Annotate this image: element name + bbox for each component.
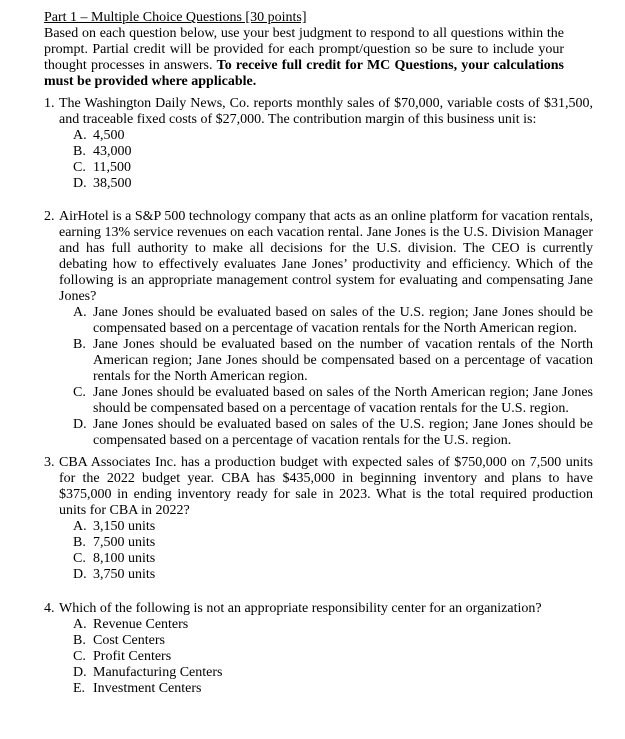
answer-option[interactable]: [73, 385, 593, 417]
answer-option[interactable]: [73, 681, 593, 697]
answer-option[interactable]: [73, 649, 593, 665]
question-text: CBA Associates Inc. has a production budget with expected sales of $750,000 on 7,500 units for the 2022 budget year. CBA has $435,000 in beginning inventory and plans to have $375,000 in ending inventory ready for sale in 2023. What is the total required production units for CBA in 2022?: [59, 455, 593, 518]
answer-option[interactable]: [73, 144, 593, 160]
option-list: [73, 305, 593, 449]
option-text: 7,500 units: [93, 535, 156, 550]
option-letter: D.: [73, 567, 87, 582]
question-text: Which of the following is not an appropriate responsibility center for an organization?: [59, 601, 542, 616]
answer-option[interactable]: [73, 535, 593, 551]
option-letter: B.: [73, 337, 86, 352]
question-number: 1.: [44, 96, 55, 111]
instructions-bold: To receive full credit for MC Questions, your calculations must be provided where applicable.: [44, 58, 564, 89]
question-number: 4.: [44, 601, 55, 616]
option-text: 43,000: [93, 144, 132, 159]
option-letter: D.: [73, 665, 87, 680]
instructions-plain: Based on each question below, use your best judgment to respond to all questions within the prompt. Partial credit will be provided for each prompt/question so be sure to include your thought processes in answers.: [44, 26, 564, 73]
option-letter: D.: [73, 176, 87, 191]
question-number: 2.: [44, 209, 55, 224]
option-text: 11,500: [93, 160, 131, 175]
option-text: 8,100 units: [93, 551, 156, 566]
option-text: Jane Jones should be evaluated based on the number of vacation rentals of the North American region; Jane Jones should be compensated based on a percentage of vacation rentals for the North American region.: [93, 337, 593, 384]
question-text: The Washington Daily News, Co. reports monthly sales of $70,000, variable costs of $31,500, and traceable fixed costs of $27,000. The contribution margin of this business unit is:: [59, 96, 593, 127]
question-text: AirHotel is a S&P 500 technology company that acts as an online platform for vacation rentals, earning 13% service revenues on each vacation rental. Jane Jones is the U.S. Division Manager and has full authority to make all decisions for the U.S. division. The CEO is currently debating how to effectively evaluates Jane Jones’ productivity and efficiency. Which of the following is an appropriate management control system for evaluating and compensating Jane Jones?: [59, 209, 593, 304]
option-letter: A.: [73, 128, 87, 143]
option-text: Profit Centers: [93, 649, 172, 664]
option-letter: B.: [73, 633, 86, 648]
question-4: [44, 601, 593, 697]
answer-option[interactable]: [73, 519, 593, 535]
question-1: [44, 96, 593, 192]
option-text: Revenue Centers: [93, 617, 189, 632]
option-list: [73, 519, 593, 583]
answer-option[interactable]: [73, 337, 593, 385]
instructions-section: [44, 10, 593, 90]
question-stem: [44, 601, 593, 617]
answer-option[interactable]: [73, 128, 593, 144]
option-letter: E.: [73, 681, 86, 696]
question-3: [44, 455, 593, 583]
question-stem: [44, 96, 593, 128]
instructions-text: [44, 26, 564, 90]
option-text: Manufacturing Centers: [93, 665, 223, 680]
option-text: 3,750 units: [93, 567, 156, 582]
answer-option[interactable]: [73, 417, 593, 449]
question-2: [44, 209, 593, 449]
answer-option[interactable]: [73, 551, 593, 567]
option-list: [73, 128, 593, 192]
answer-option[interactable]: [73, 176, 593, 192]
option-list: [73, 617, 593, 697]
option-text: Cost Centers: [93, 633, 165, 648]
section-title: Part 1 – Multiple Choice Questions [30 points]: [44, 10, 307, 25]
answer-option[interactable]: [73, 305, 593, 337]
option-text: 3,150 units: [93, 519, 156, 534]
option-text: 38,500: [93, 176, 132, 191]
option-letter: C.: [73, 649, 86, 664]
answer-option[interactable]: [73, 665, 593, 681]
question-stem: [44, 455, 593, 519]
question-number: 3.: [44, 455, 55, 470]
answer-option[interactable]: [73, 633, 593, 649]
option-letter: C.: [73, 551, 86, 566]
option-text: Investment Centers: [93, 681, 202, 696]
option-text: 4,500: [93, 128, 125, 143]
option-letter: C.: [73, 160, 86, 175]
option-letter: B.: [73, 535, 86, 550]
option-text: Jane Jones should be evaluated based on sales of the North American region; Jane Jones should be compensated based on a percentage of vacation rentals for the U.S. region.: [93, 385, 593, 416]
option-letter: A.: [73, 519, 87, 534]
option-letter: C.: [73, 385, 86, 400]
option-letter: A.: [73, 305, 87, 320]
option-letter: A.: [73, 617, 87, 632]
option-letter: D.: [73, 417, 87, 432]
option-text: Jane Jones should be evaluated based on sales of the U.S. region; Jane Jones should be compensated based on a percentage of vacation rentals for the U.S. region.: [93, 417, 593, 448]
option-letter: B.: [73, 144, 86, 159]
answer-option[interactable]: [73, 160, 593, 176]
answer-option[interactable]: [73, 617, 593, 633]
answer-option[interactable]: [73, 567, 593, 583]
option-text: Jane Jones should be evaluated based on sales of the U.S. region; Jane Jones should be compensated based on a percentage of vacation rentals for the North American region.: [93, 305, 593, 336]
question-stem: [44, 209, 593, 305]
